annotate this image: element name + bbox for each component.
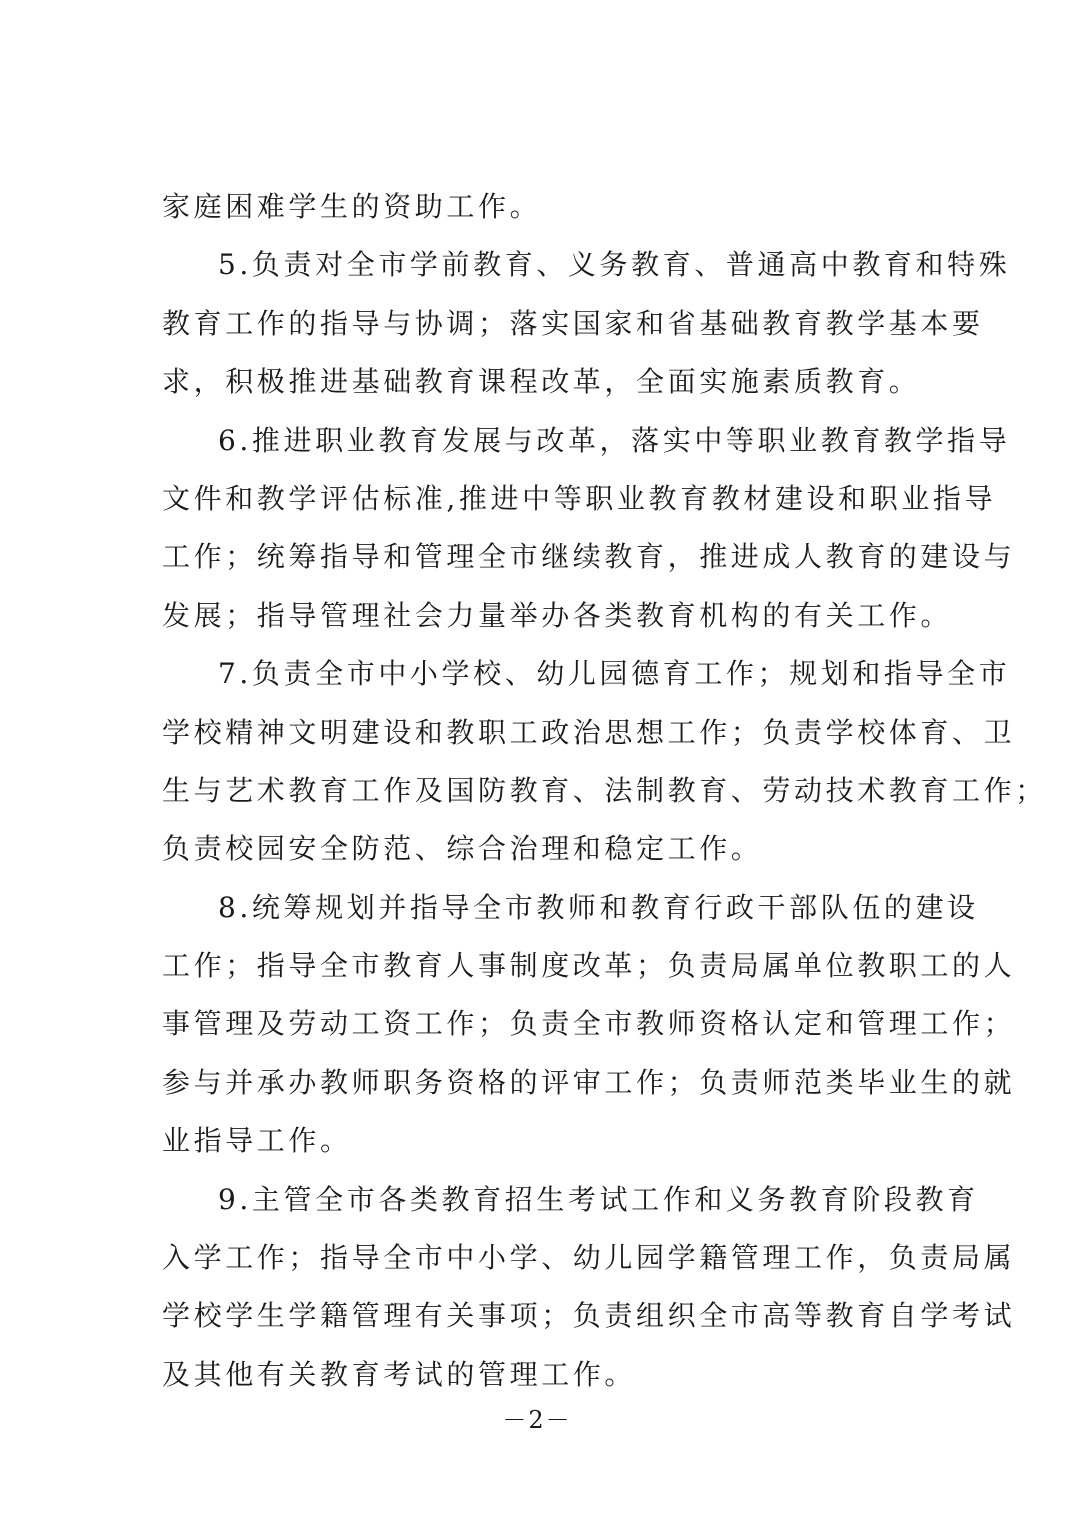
text-line: 工作；统筹指导和管理全市继续教育，推进成人教育的建设与 <box>162 540 1016 574</box>
text-line: 家庭困难学生的资助工作。 <box>162 190 542 223</box>
text-line: 9.主管全市各类教育招生考试工作和义务教育阶段教育 <box>218 1182 979 1216</box>
text-line: 8.统筹规划并指导全市教师和教育行政干部队伍的建设 <box>218 890 979 924</box>
body-text <box>162 178 1047 1404</box>
text-line: 学校精神文明建设和教职工政治思想工作；负责学校体育、卫 <box>162 715 1016 749</box>
text-line: 文件和教学评估标准,推进中等职业教育教材建设和职业指导 <box>162 481 997 515</box>
text-line: 事管理及劳动工资工作；负责全市教师资格认定和管理工作； <box>162 1007 1016 1041</box>
page-number: －2－ <box>502 1406 572 1434</box>
text-line: 学校学生学籍管理有关事项；负责组织全市高等教育自学考试 <box>162 1299 1016 1333</box>
text-line: 发展；指导管理社会力量举办各类教育机构的有关工作。 <box>162 598 953 632</box>
text-line: 求，积极推进基础教育课程改革，全面实施素质教育。 <box>162 365 921 399</box>
text-line: 及其他有关教育考试的管理工作。 <box>162 1357 637 1391</box>
text-line: 6.推进职业教育发展与改革，落实中等职业教育教学指导 <box>218 423 1011 457</box>
text-line: 教育工作的指导与协调；落实国家和省基础教育教学基本要 <box>162 306 984 340</box>
text-line: 负责校园安全防范、综合治理和稳定工作。 <box>162 832 763 866</box>
text-line: 业指导工作。 <box>162 1124 352 1158</box>
text-line: 生与艺术教育工作及国防教育、法制教育、劳动技术教育工作； <box>162 773 1047 807</box>
text-line: 参与并承办教师职务资格的评审工作；负责师范类毕业生的就 <box>162 1065 1016 1099</box>
text-line: 5.负责对全市学前教育、义务教育、普通高中教育和特殊 <box>218 248 1011 282</box>
text-line: 入学工作；指导全市中小学、幼儿园学籍管理工作，负责局属 <box>162 1241 1016 1275</box>
text-line: 工作；指导全市教育人事制度改革；负责局属单位教职工的人 <box>162 949 1016 983</box>
text-line: 7.负责全市中小学校、幼儿园德育工作；规划和指导全市 <box>218 657 1011 691</box>
